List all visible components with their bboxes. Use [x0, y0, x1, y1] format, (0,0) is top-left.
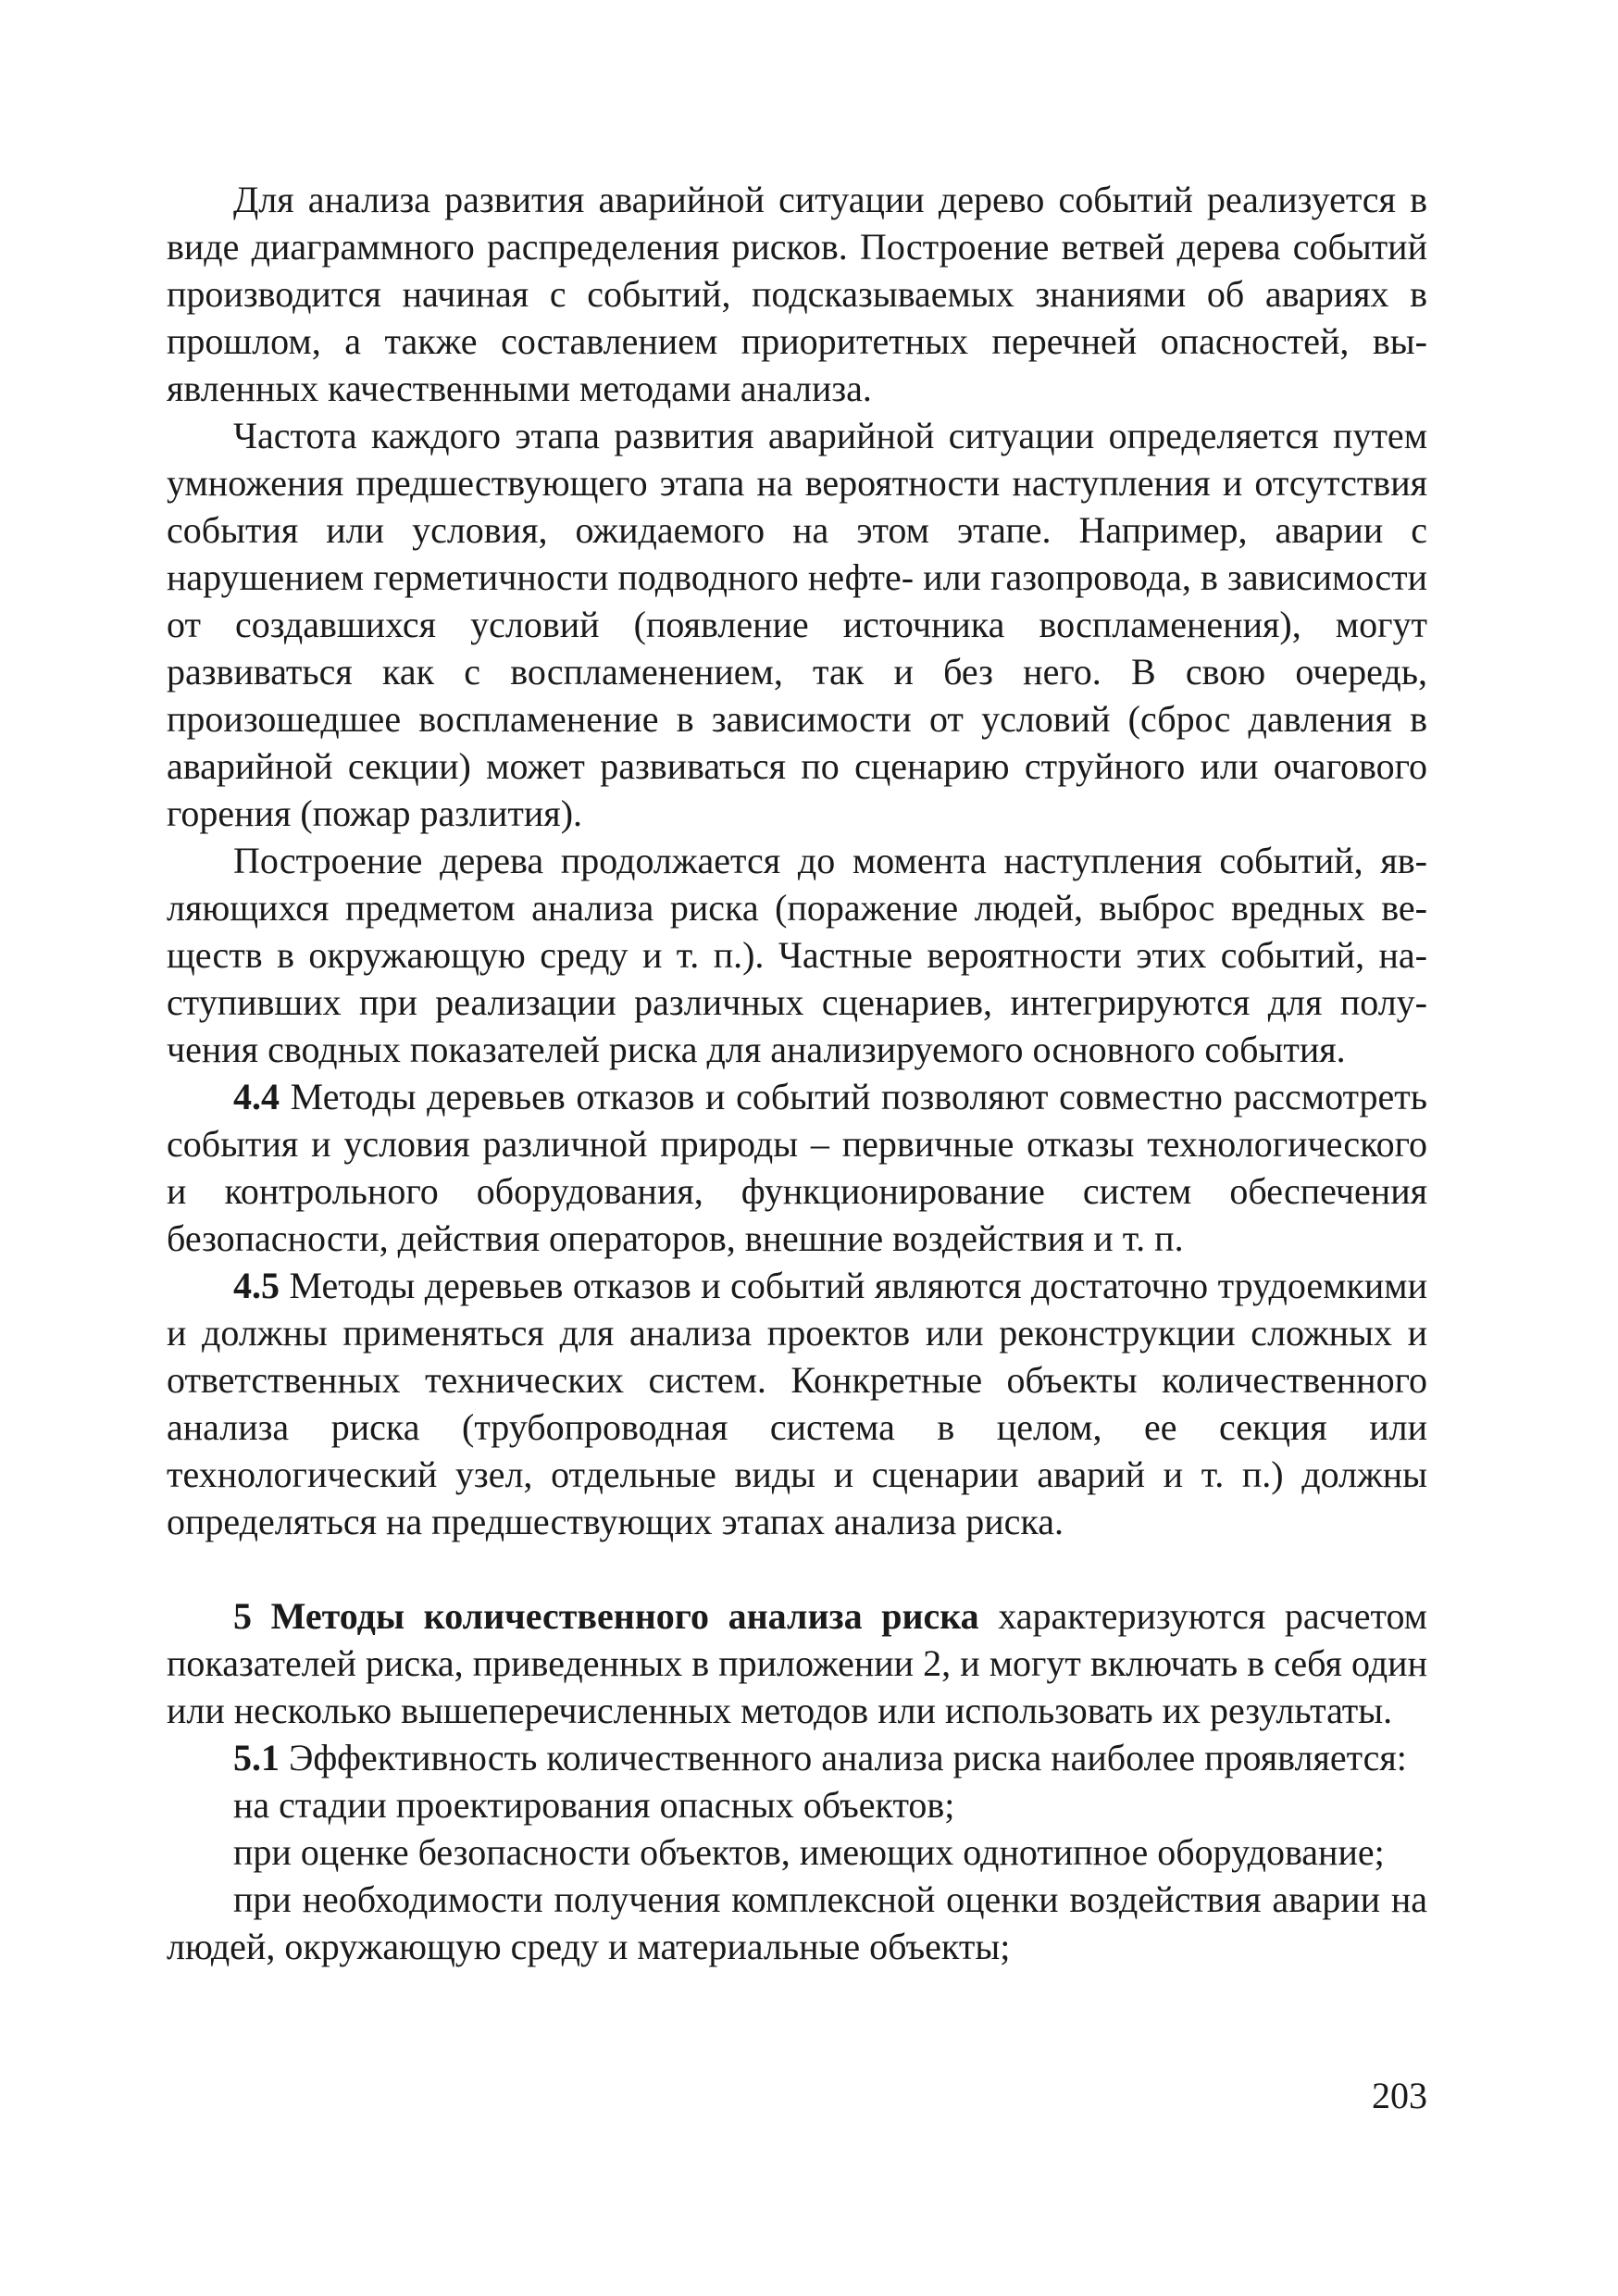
section-5-text: характеризуются расчетом показателей риска, приведенных в приложении 2, и могут включать в себя один или несколько вышеперечисленных методов или использовать их результаты.: [167, 1595, 1427, 1731]
clause-number-5-1: 5.1: [233, 1737, 280, 1778]
body-text: [167, 176, 1427, 1970]
paragraph-tree-construction: Построение дерева продолжается до момента наступления событий, являющихся предметом анализа риска (поражение людей, выброс вредных веществ в окружающую среду и т. п.). Частные вероятности этих событий, наступивших при реализации различных сценариев, интегрируются для получения сводных показателей риска для анализируемого основного события.: [167, 840, 1427, 1070]
list-item-safety-assessment: при оценке безопасности объектов, имеющих однотипное оборудование;: [233, 1831, 1385, 1873]
paragraph-stage-frequency: Частота каждого этапа развития аварийной ситуации определяется путем умножения предшествующего этапа на вероятности наступления и отсутствия события или условия, ожидаемого на этом этапе. Например, аварии с нарушением герметичности подводного нефте- или газопровода, в зависимости от создавшихся условий (появление источника воспламенения), могут развиваться как с воспламенением, так и без него. В свою очередь, произошедшее воспламенение в зависимости от условий (сброс давления в аварийной секции) может развиваться по сценарию струйного или очагового горения (пожар разлития).: [167, 415, 1427, 834]
list-item-complex-assessment: при необходимости получения комплексной оценки воздействия аварии на людей, окружающую среду и материальные объекты;: [167, 1878, 1427, 1967]
paragraph-4-5: [167, 1262, 1427, 1545]
clause-number-4-4: 4.4: [233, 1076, 280, 1117]
paragraph-event-tree-analysis: Для анализа развития аварийной ситуации дерево событий реализуется в виде диаграммного распределения рисков. Построение ветвей дерева событий производится начиная с событий, подсказываемых знаниями об авариях в прошлом, а также составлением приоритетных перечней опасностей, выявленных качественными методами анализа.: [167, 179, 1427, 409]
paragraph-5-1-text: Эффективность количественного анализа риска наиболее проявляется:: [280, 1737, 1407, 1778]
paragraph-4-4: [167, 1073, 1427, 1262]
paragraph-4-4-text: Методы деревьев отказов и событий позволяют совместно рассмотреть события и условия различной природы – первичные отказы технологического и контрольного оборудования, функционирование систем обеспечения безопасности, действия операторов, внешние воздействия и т. п.: [167, 1076, 1427, 1259]
clause-number-4-5: 4.5: [233, 1265, 280, 1306]
paragraph-4-5-text: Методы деревьев отказов и событий являются достаточно трудоемкими и должны применяться для анализа проектов или реконструкции сложных и ответственных технических систем. Конкретные объекты количественного анализа риска (трубопроводная система в целом, ее секция или технологический узел, отдельные виды и сценарии аварий и т. п.) должны определяться на предшествующих этапах анализа риска.: [167, 1265, 1427, 1542]
paragraph-section-5: [167, 1592, 1427, 1734]
page-number: 203: [1372, 2075, 1427, 2116]
section-5-heading: 5 Методы количественного анализа риска: [233, 1595, 979, 1637]
paragraph-5-1: [167, 1734, 1427, 1781]
list-item-design-stage: на стадии проектирования опасных объектов;: [233, 1784, 955, 1826]
